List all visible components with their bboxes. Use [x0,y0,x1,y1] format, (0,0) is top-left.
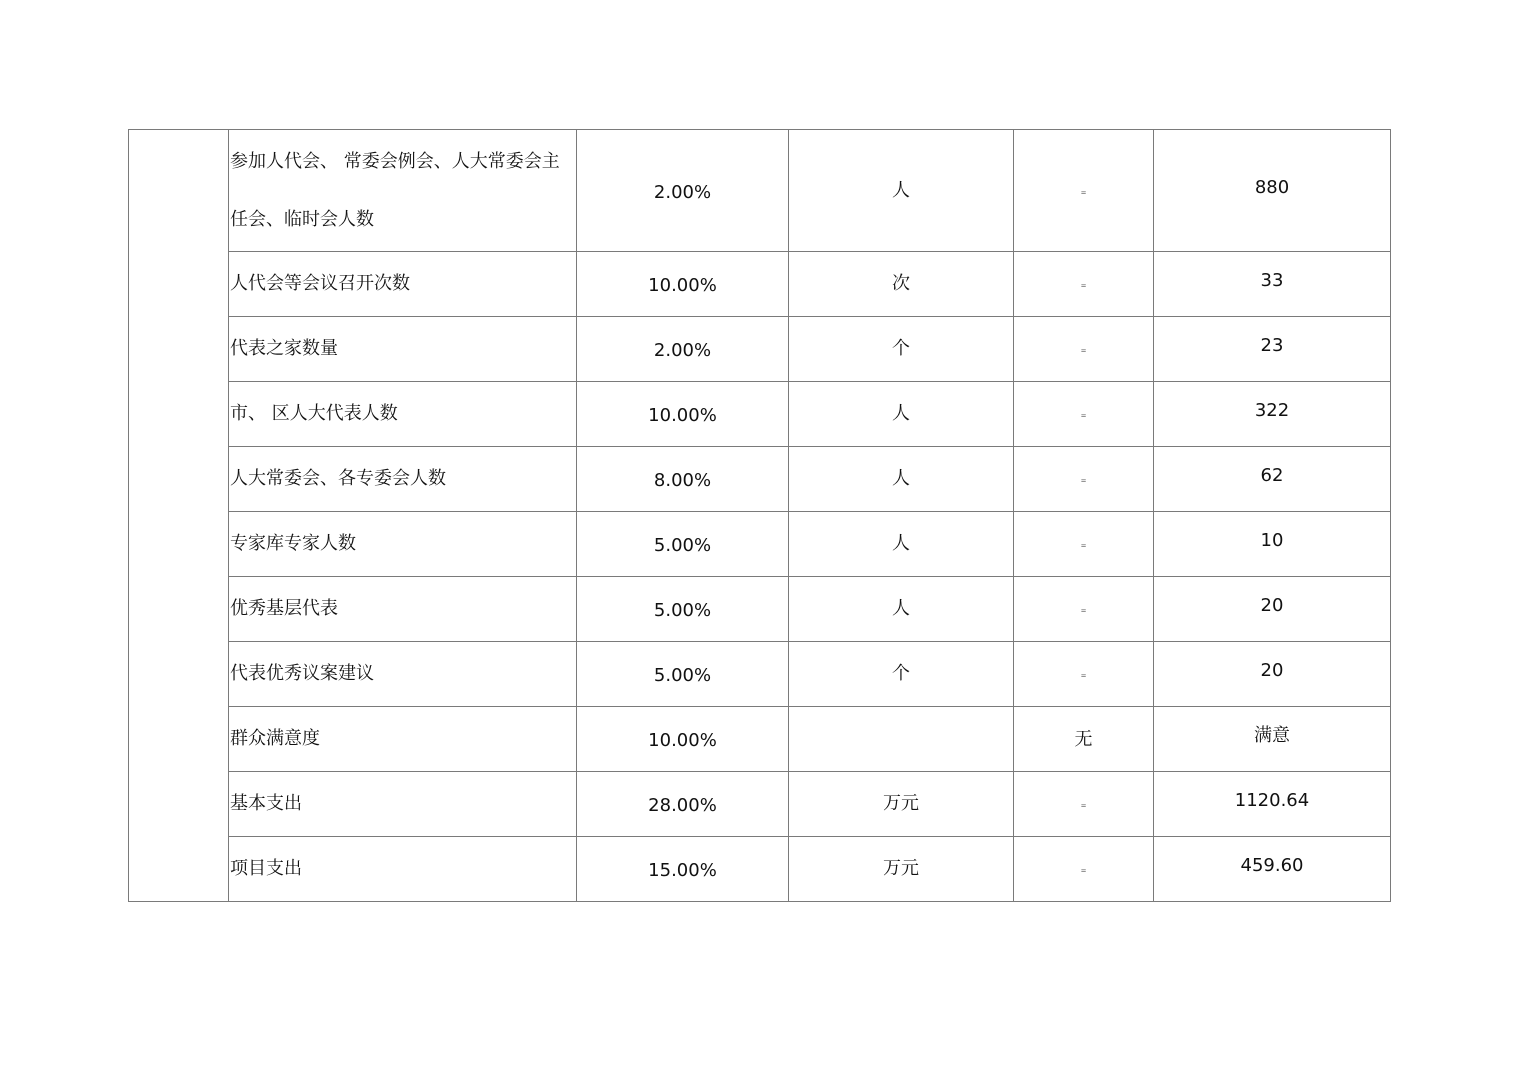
weight-value: 2.00% [577,130,789,252]
target-value: 23 [1154,317,1391,382]
indicator-name: 项目支出 [229,837,577,902]
target-value: 20 [1154,577,1391,642]
weight-value: 8.00% [577,447,789,512]
weight-value: 10.00% [577,252,789,317]
table-row [129,130,1391,252]
weight-value: 10.00% [577,707,789,772]
unit-value [789,707,1014,772]
table-row [129,317,1391,382]
target-value: 322 [1154,382,1391,447]
operator-value: 无 [1014,707,1154,772]
indicator-name: 群众满意度 [229,707,577,772]
operator-value: = [1014,447,1154,512]
target-value: 满意 [1154,707,1391,772]
indicator-name: 人代会等会议召开次数 [229,252,577,317]
table-row [129,447,1391,512]
category-cell [129,130,229,902]
unit-value: 万元 [789,772,1014,837]
unit-value: 人 [789,382,1014,447]
performance-indicator-table [128,129,1391,902]
operator-value: = [1014,577,1154,642]
target-value: 33 [1154,252,1391,317]
target-value: 459.60 [1154,837,1391,902]
operator-value: = [1014,130,1154,252]
unit-value: 人 [789,130,1014,252]
unit-value: 人 [789,447,1014,512]
target-value: 20 [1154,642,1391,707]
weight-value: 5.00% [577,512,789,577]
indicator-name: 优秀基层代表 [229,577,577,642]
indicator-name: 人大常委会、各专委会人数 [229,447,577,512]
table-row [129,382,1391,447]
unit-value: 个 [789,642,1014,707]
table-row [129,512,1391,577]
target-value: 10 [1154,512,1391,577]
weight-value: 2.00% [577,317,789,382]
weight-value: 5.00% [577,642,789,707]
unit-value: 人 [789,577,1014,642]
unit-value: 个 [789,317,1014,382]
unit-value: 人 [789,512,1014,577]
operator-value: = [1014,382,1154,447]
table-row [129,772,1391,837]
indicator-name: 基本支出 [229,772,577,837]
operator-value: = [1014,252,1154,317]
indicator-name: 代表优秀议案建议 [229,642,577,707]
table-row [129,642,1391,707]
target-value: 62 [1154,447,1391,512]
table-row [129,252,1391,317]
weight-value: 5.00% [577,577,789,642]
operator-value: = [1014,512,1154,577]
indicator-name: 专家库专家人数 [229,512,577,577]
target-value: 880 [1154,130,1391,252]
indicator-name: 市、 区人大代表人数 [229,382,577,447]
table-row [129,707,1391,772]
operator-value: = [1014,317,1154,382]
indicator-name: 代表之家数量 [229,317,577,382]
weight-value: 15.00% [577,837,789,902]
weight-value: 10.00% [577,382,789,447]
table-row [129,577,1391,642]
table-row [129,837,1391,902]
operator-value: = [1014,772,1154,837]
target-value: 1120.64 [1154,772,1391,837]
operator-value: = [1014,837,1154,902]
unit-value: 次 [789,252,1014,317]
weight-value: 28.00% [577,772,789,837]
operator-value: = [1014,642,1154,707]
indicator-name: 参加人代会、 常委会例会、人大常委会主任会、临时会人数 [229,130,577,252]
unit-value: 万元 [789,837,1014,902]
